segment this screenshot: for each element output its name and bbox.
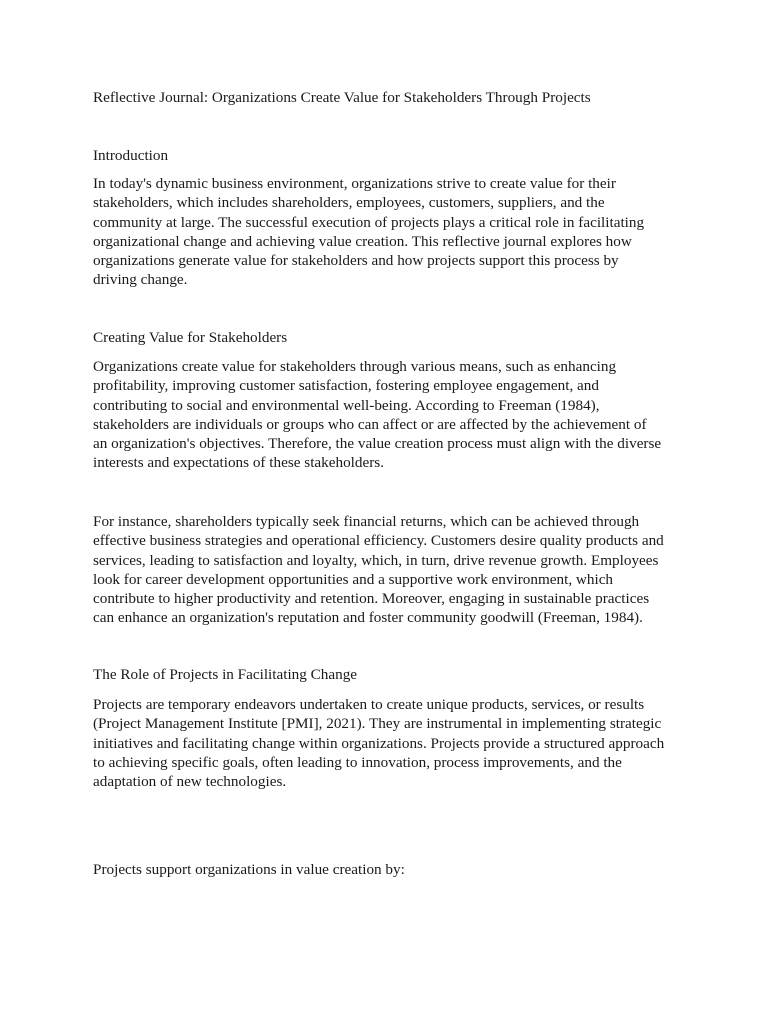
document-title: Reflective Journal: Organizations Create Value for Stakeholders Through Projects xyxy=(93,89,591,106)
section-heading-role-of-projects: The Role of Projects in Facilitating Change xyxy=(93,666,358,683)
role-of-projects-paragraph: Projects are temporary endeavors undertaken to create unique products, services, or results (Project Management Institute [PMI], 2021). They are instrumental in implementing strategic initiatives and facilitating change within organizations. Projects provide a structured approach to achieving specific goals, often leading to innovation, process improvements, and the adaptation of new technologies. xyxy=(93,696,665,791)
section-heading-introduction: Introduction xyxy=(93,147,169,164)
stakeholder-examples-paragraph: For instance, shareholders typically seek financial returns, which can be achieved through effective business strategies and operational efficiency. Customers desire quality products and services, leading to satisfaction and loyalty, which, in turn, drive revenue growth. Employees look for career development opportunities and a supportive work environment, which contribute to higher productivity and retention. Moreover, engaging in sustainable practices can enhance an organization's reputation and foster community goodwill (Freeman, 1984). xyxy=(93,513,664,627)
projects-support-lead-in: Projects support organizations in value creation by: xyxy=(93,861,405,878)
section-heading-creating-value: Creating Value for Stakeholders xyxy=(93,329,288,346)
introduction-paragraph: In today's dynamic business environment, organizations strive to create value for their stakeholders, which includes shareholders, employees, customers, suppliers, and the community at large. The successful execution of projects plays a critical role in facilitating organizational change and achieving value creation. This reflective journal explores how organizations generate value for stakeholders and how projects support this process by driving change. xyxy=(93,175,645,289)
creating-value-paragraph: Organizations create value for stakeholders through various means, such as enhancing profitability, improving customer satisfaction, fostering employee engagement, and contributing to social and environmental well-being. According to Freeman (1984), stakeholders are individuals or groups who can affect or are affected by the achievement of an organization's objectives. Therefore, the value creation process must align with the diverse interests and expectations of these stakeholders. xyxy=(93,358,662,472)
